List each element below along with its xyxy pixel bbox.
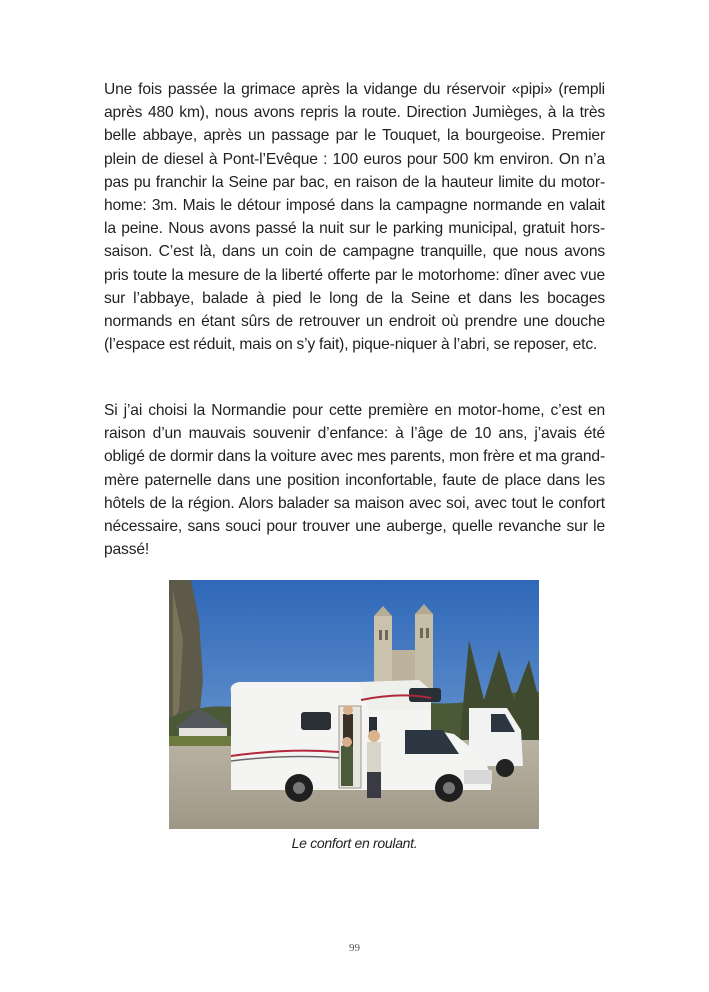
body-paragraph: Une fois passée la grimace après la vidange du réservoir «pipi» (rempli après 480 km), nous avons repris la route. Direction Jumièges, à la très belle abbaye, après un passage par le Touquet, la bourgeoise. Premier plein de diesel à Pont-l’Evêque : 100 euros pour 500 km environ. On n’a pas pu franchir la Seine par bac, en raison de la hauteur limite du motor-home: 3m. Mais le détour imposé dans la campagne normande en valait la peine. Nous avons passé la nuit sur le parking municipal, gratuit hors-saison. C’est là, dans un coin de campagne tranquille, que nous avons pris toute la mesure de la liberté offerte par le motorhome: dîner avec vue sur l’abbaye, balade à pied le long de la Seine et dans les bocages normands en étant sûrs de retrouver un endroit où prendre une douche (l’espace est réduit, mais on s’y fait), pique-niquer à l’abri, se reposer, etc. bbox=[104, 81, 605, 354]
motorhome-photo bbox=[169, 580, 539, 829]
figure-caption: Le confort en roulant. bbox=[291, 835, 418, 851]
body-paragraph: Si j’ai choisi la Normandie pour cette première en motor-home, c’est en raison d’un mauvais souvenir d’enfance: à l’âge de 10 ans, j’avais été obligé de dormir dans la voiture avec mes parents, mon frère et ma grand-mère paternelle dans une position inconfortable, faute de place dans les hôtels de la région. Alors balader sa maison avec soi, avec tout le confort nécessaire, sans souci pour trouver une auberge, quelle revanche sur le passé! bbox=[104, 402, 605, 559]
page-number: 99 bbox=[349, 942, 360, 954]
